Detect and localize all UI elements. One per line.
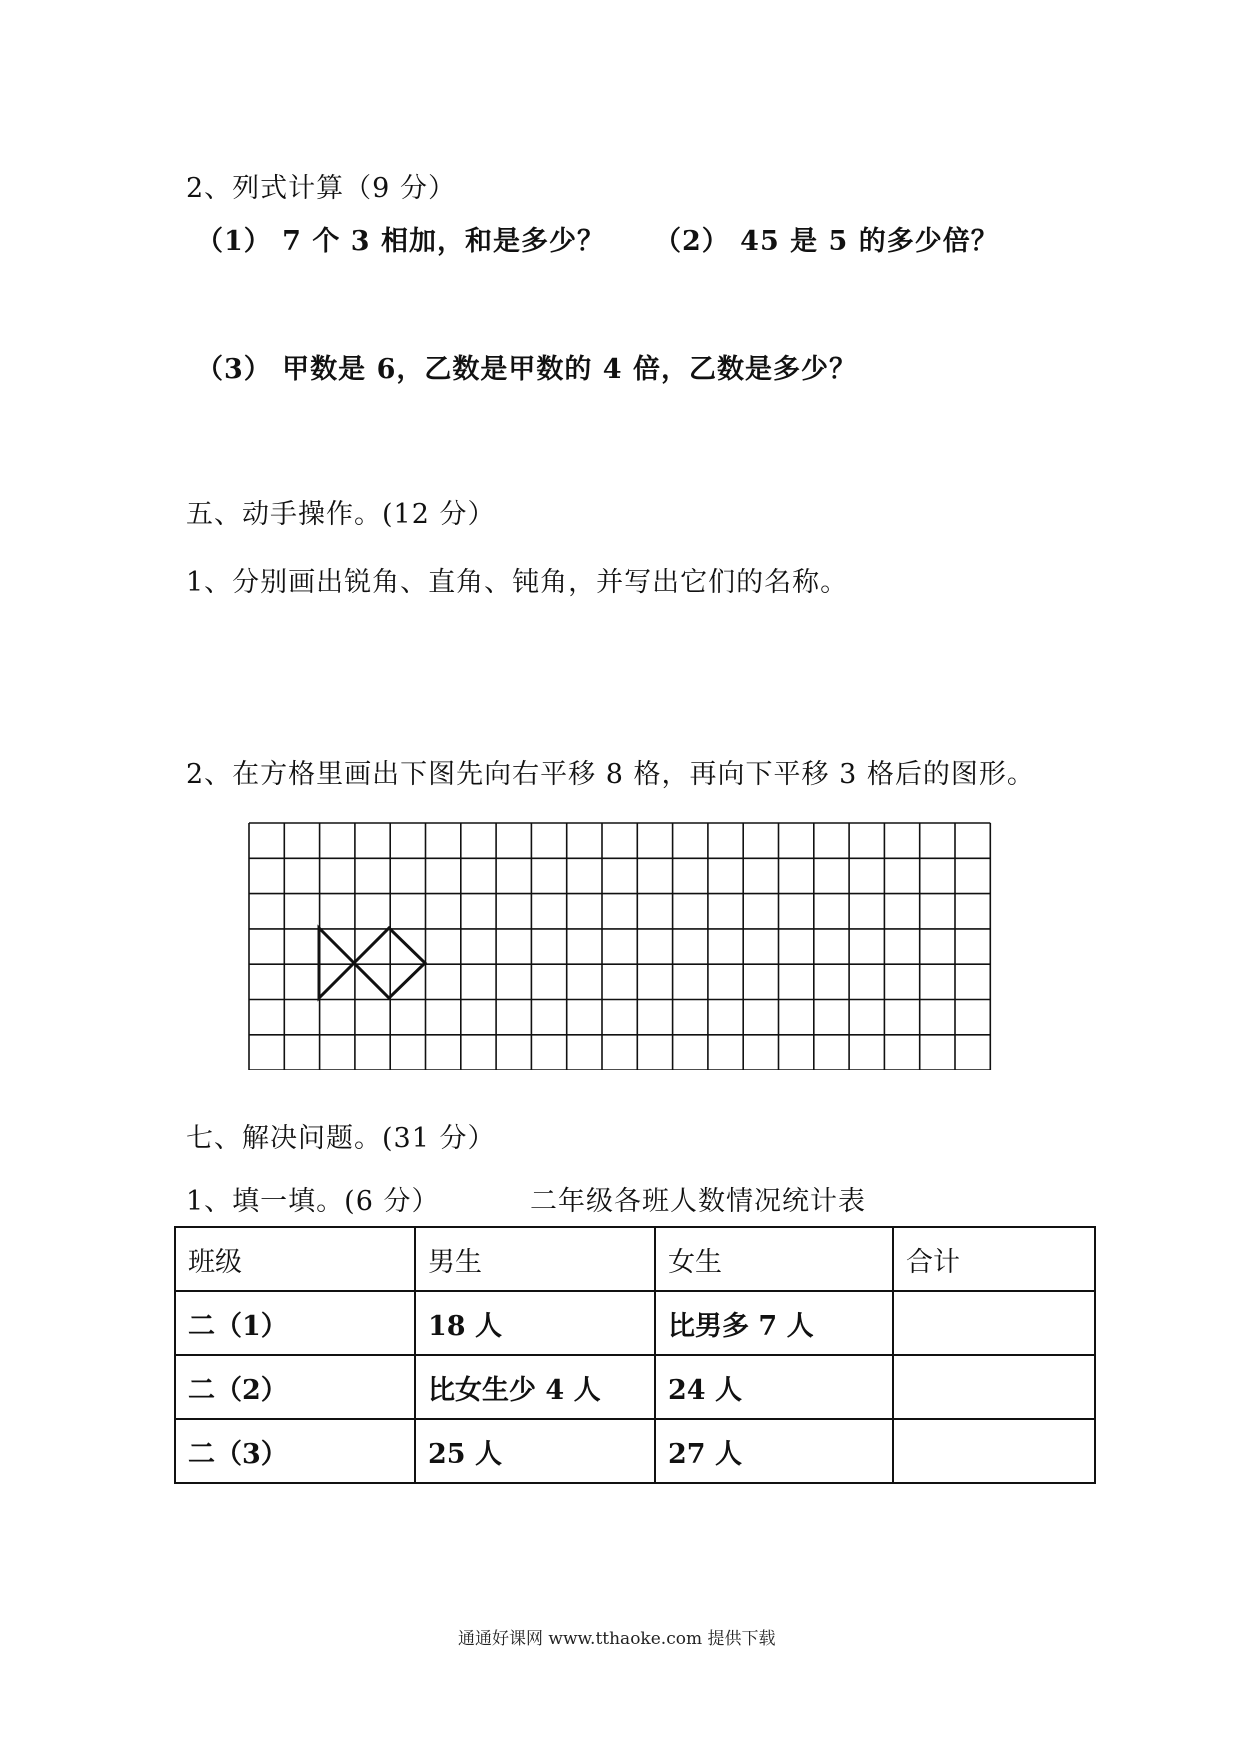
table-header-row [175,1227,1095,1291]
footer-credit: 通通好课网 www.tthaoke.com 提供下载 [458,1629,776,1649]
grid-lines [249,823,990,1070]
cell-boys: 比女生少 4 人 [415,1355,655,1419]
table-row [175,1419,1095,1483]
class-statistics-table [174,1226,1096,1484]
cell-girls: 比男多 7 人 [655,1291,893,1355]
triangle-shape [319,928,354,998]
header-boys: 男生 [415,1227,655,1291]
cell-girls: 27 人 [655,1419,893,1483]
shape-to-translate [319,928,425,998]
operation-2: 2、在方格里画出下图先向右平移 8 格，再向下平移 3 格后的图形。 [186,759,1035,790]
question-3: （3） 甲数是 6，乙数是甲数的 4 倍，乙数是多少？ [196,354,857,385]
cell-class: 二（1） [175,1291,415,1355]
header-class: 班级 [175,1227,415,1291]
cell-total[interactable] [893,1355,1095,1419]
cell-boys: 25 人 [415,1419,655,1483]
table-row [175,1355,1095,1419]
question-1: （1） 7 个 3 相加，和是多少？ [196,226,605,257]
cell-boys: 18 人 [415,1291,655,1355]
cell-class: 二（2） [175,1355,415,1419]
table-title: 二年级各班人数情况统计表 [530,1186,866,1217]
cell-total[interactable] [893,1419,1095,1483]
square-grid [248,822,992,1070]
question-2: （2） 45 是 5 的多少倍？ [654,226,999,257]
fill-in-title: 1、填一填。(6 分） [186,1186,440,1217]
section-7-title: 七、解决问题。(31 分） [186,1123,496,1154]
operation-1: 1、分别画出锐角、直角、钝角，并写出它们的名称。 [186,567,849,598]
section-2-title: 2、列式计算（9 分） [186,173,456,204]
cell-class: 二（3） [175,1419,415,1483]
header-girls: 女生 [655,1227,893,1291]
cell-girls: 24 人 [655,1355,893,1419]
table-row [175,1291,1095,1355]
header-total: 合计 [893,1227,1095,1291]
cell-total[interactable] [893,1291,1095,1355]
section-5-title: 五、动手操作。(12 分） [186,499,496,530]
